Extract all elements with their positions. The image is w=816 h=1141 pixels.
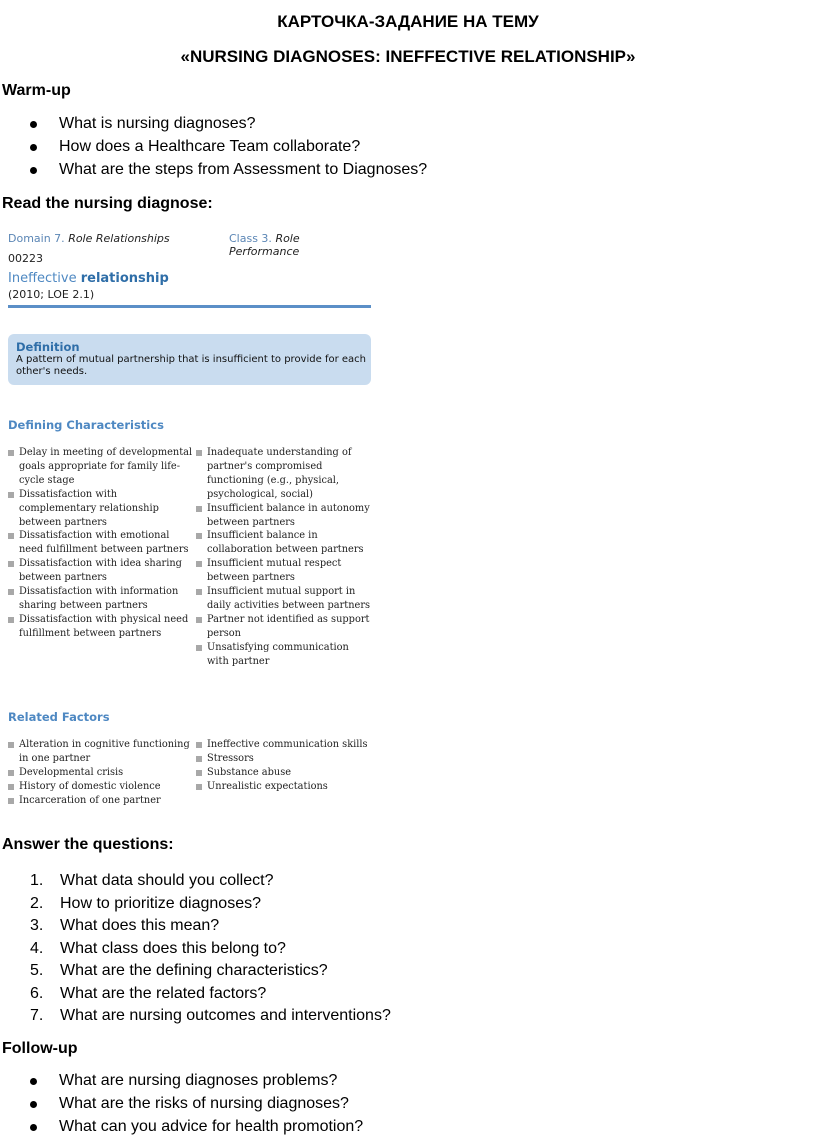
square-bullet-icon bbox=[196, 506, 202, 512]
page-subtitle: «NURSING DIAGNOSES: INEFFECTIVE RELATIONSHIP» bbox=[180, 47, 636, 66]
domain-value: Role Relationships bbox=[68, 232, 170, 245]
square-bullet-icon bbox=[196, 589, 202, 595]
square-bullet-icon bbox=[8, 742, 14, 748]
square-bullet-icon bbox=[196, 742, 202, 748]
list-item: History of domestic violence bbox=[8, 780, 196, 794]
list-item: Developmental crisis bbox=[8, 766, 196, 780]
divider bbox=[8, 305, 371, 308]
list-item: Dissatisfaction with information sharing between partners bbox=[8, 585, 196, 613]
list-item: Ineffective communication skills bbox=[196, 738, 373, 752]
class-label: Class 3. bbox=[229, 232, 272, 245]
read-heading: Read the nursing diagnose: bbox=[2, 195, 213, 212]
square-bullet-icon bbox=[196, 617, 202, 623]
defining-left-column bbox=[8, 446, 196, 641]
diagnosis-title: Ineffective relationship bbox=[8, 271, 169, 286]
class-block bbox=[229, 232, 373, 258]
list-item: Inadequate understanding of partner's compromised functioning (e.g., physical, psychological, social) bbox=[196, 446, 373, 502]
followup-item: What can you advice for health promotion? bbox=[30, 1118, 363, 1136]
list-item: Stressors bbox=[196, 752, 373, 766]
square-bullet-icon bbox=[196, 645, 202, 651]
list-item: Incarceration of one partner bbox=[8, 794, 196, 808]
question-item: 1. What data should you collect? bbox=[30, 872, 274, 889]
defining-right-column bbox=[196, 446, 373, 669]
list-item: Dissatisfaction with idea sharing between partners bbox=[8, 557, 196, 585]
warmup-item: How does a Healthcare Team collaborate? bbox=[30, 138, 360, 156]
square-bullet-icon bbox=[8, 617, 14, 623]
related-left-column bbox=[8, 738, 196, 808]
list-item: Insufficient mutual support in daily activities between partners bbox=[196, 585, 373, 613]
followup-item: What are the risks of nursing diagnoses? bbox=[30, 1095, 349, 1113]
defining-heading: Defining Characteristics bbox=[8, 418, 164, 432]
square-bullet-icon bbox=[196, 756, 202, 762]
list-item: Dissatisfaction with physical need fulfillment between partners bbox=[8, 613, 196, 641]
list-item: Unsatisfying communication with partner bbox=[196, 641, 373, 669]
list-item: Unrealistic expectations bbox=[196, 780, 373, 794]
warmup-item: What is nursing diagnoses? bbox=[30, 115, 256, 133]
question-item: 6. What are the related factors? bbox=[30, 984, 267, 1002]
answer-heading: Answer the questions: bbox=[2, 836, 174, 853]
followup-heading: Follow-up bbox=[2, 1040, 78, 1057]
square-bullet-icon bbox=[196, 561, 202, 567]
square-bullet-icon bbox=[8, 770, 14, 776]
list-item: Insufficient balance in autonomy between partners bbox=[196, 502, 373, 530]
list-item: Insufficient balance in collaboration between partners bbox=[196, 529, 373, 557]
diagnosis-code: 00223 bbox=[8, 252, 43, 265]
question-item: 5. What are the defining characteristics? bbox=[30, 962, 328, 979]
square-bullet-icon bbox=[196, 770, 202, 776]
domain-class-row bbox=[8, 232, 373, 258]
definition-heading: Definition bbox=[16, 340, 80, 354]
list-item: Substance abuse bbox=[196, 766, 373, 780]
page-title: КАРТОЧКА-ЗАДАНИЕ НА ТЕМУ bbox=[277, 12, 539, 31]
warmup-heading: Warm-up bbox=[2, 82, 71, 99]
bullet-icon bbox=[30, 1078, 37, 1085]
list-item: Alteration in cognitive functioning in one partner bbox=[8, 738, 196, 766]
square-bullet-icon bbox=[196, 533, 202, 539]
list-item: Dissatisfaction with complementary relationship between partners bbox=[8, 488, 196, 530]
square-bullet-icon bbox=[8, 589, 14, 595]
definition-box bbox=[8, 334, 371, 385]
square-bullet-icon bbox=[8, 492, 14, 498]
bullet-icon bbox=[30, 121, 37, 128]
question-item: 7. What are nursing outcomes and interventions? bbox=[30, 1007, 391, 1024]
bullet-icon bbox=[30, 144, 37, 151]
warmup-item: What are the steps from Assessment to Diagnoses? bbox=[30, 161, 427, 179]
square-bullet-icon bbox=[8, 561, 14, 567]
list-item: Insufficient mutual respect between partners bbox=[196, 557, 373, 585]
square-bullet-icon bbox=[196, 784, 202, 790]
class-value: Role Performance bbox=[229, 232, 300, 258]
square-bullet-icon bbox=[8, 450, 14, 456]
definition-text: A pattern of mutual partnership that is insufficient to provide for each other's needs. bbox=[16, 354, 366, 377]
square-bullet-icon bbox=[196, 450, 202, 456]
domain-label: Domain 7. bbox=[8, 232, 65, 245]
related-heading: Related Factors bbox=[8, 710, 110, 724]
related-right-column bbox=[196, 738, 373, 794]
level-of-evidence: (2010; LOE 2.1) bbox=[8, 288, 95, 301]
square-bullet-icon bbox=[8, 533, 14, 539]
square-bullet-icon bbox=[8, 798, 14, 804]
followup-item: What are nursing diagnoses problems? bbox=[30, 1072, 337, 1090]
bullet-icon bbox=[30, 167, 37, 174]
question-item: 3. What does this mean? bbox=[30, 917, 220, 934]
question-item: 4. What class does this belong to? bbox=[30, 939, 286, 957]
list-item: Dissatisfaction with emotional need fulfillment between partners bbox=[8, 529, 196, 557]
question-item: 2. How to prioritize diagnoses? bbox=[30, 894, 261, 912]
list-item: Partner not identified as support person bbox=[196, 613, 373, 641]
list-item: Delay in meeting of developmental goals appropriate for family life-cycle stage bbox=[8, 446, 196, 488]
bullet-icon bbox=[30, 1124, 37, 1131]
bullet-icon bbox=[30, 1101, 37, 1108]
square-bullet-icon bbox=[8, 784, 14, 790]
